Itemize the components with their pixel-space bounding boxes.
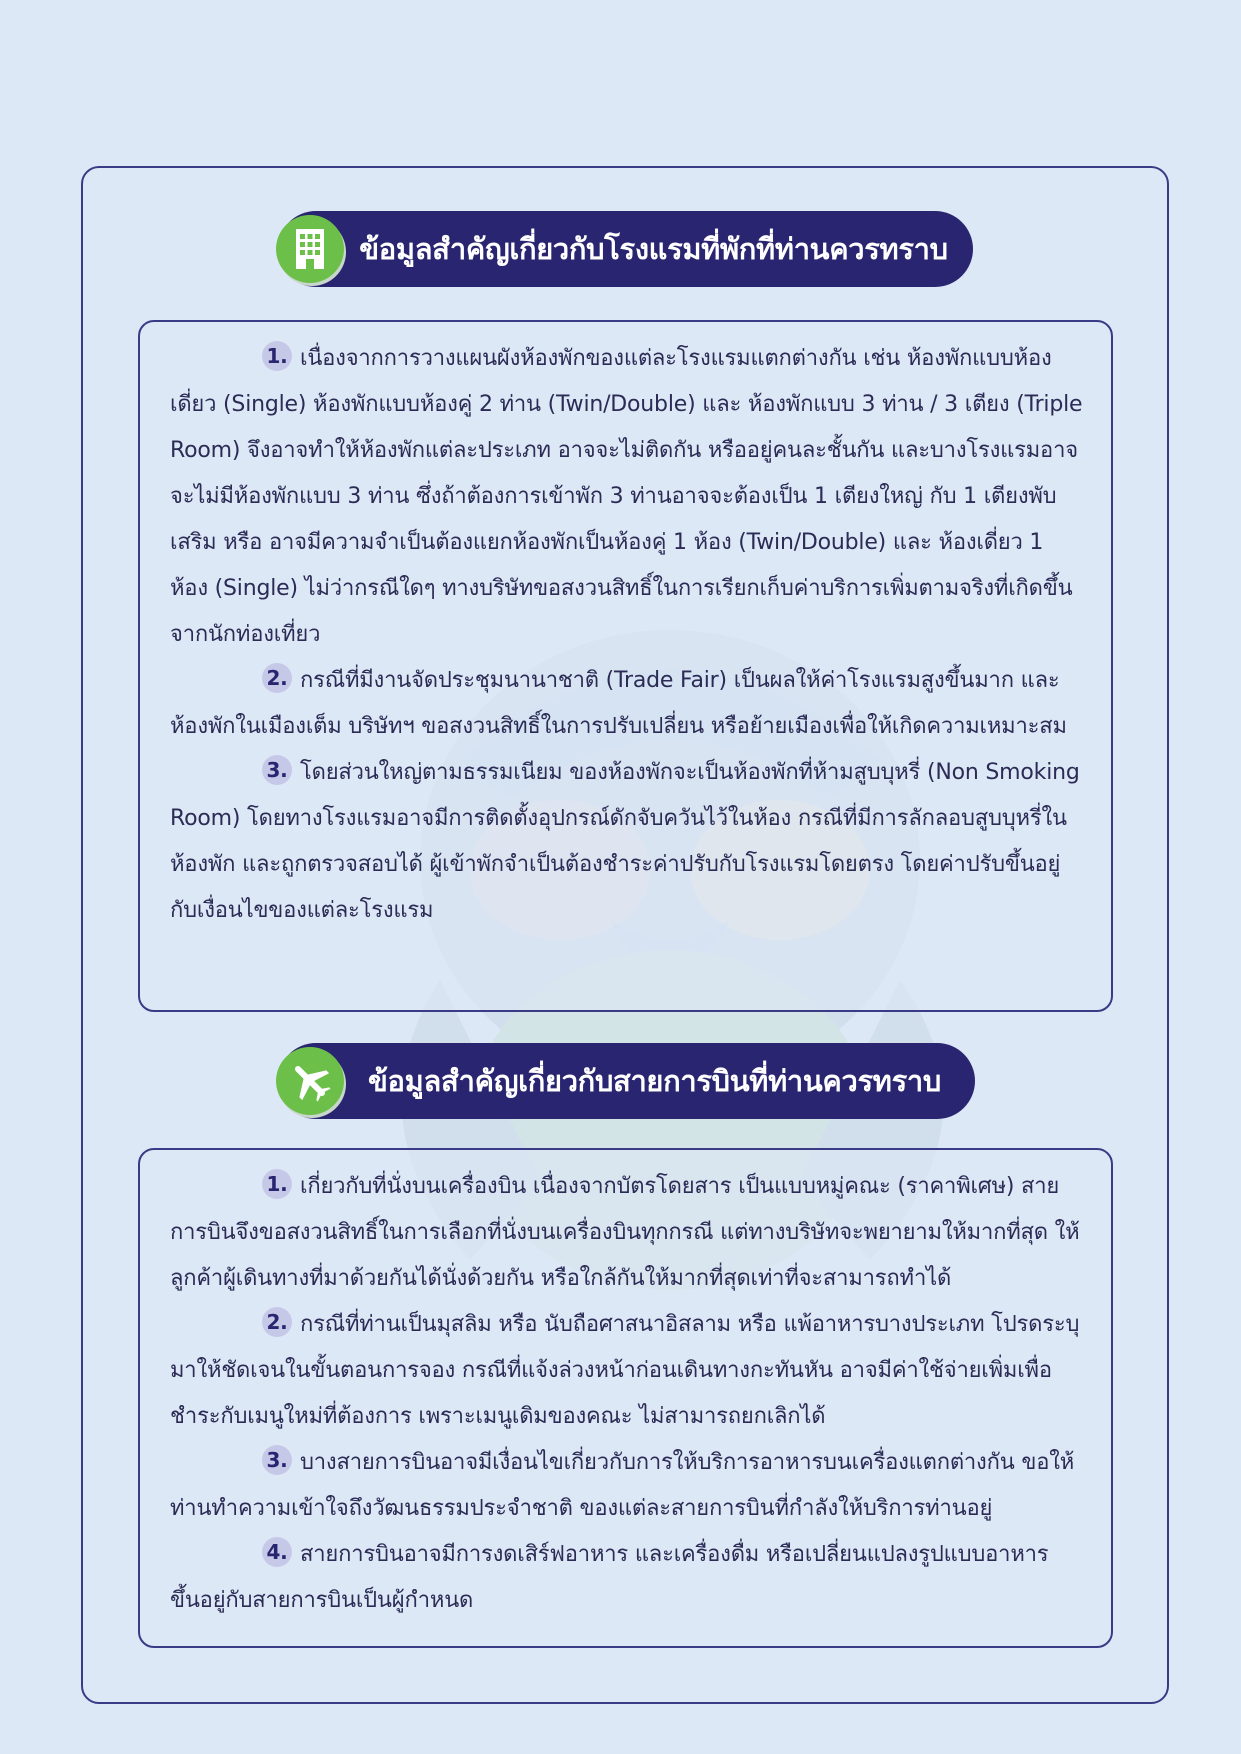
airline-item-3 bbox=[170, 1440, 1083, 1532]
item-number: 2. bbox=[262, 663, 292, 693]
airline-info-box bbox=[138, 1148, 1113, 1648]
airline-section-header bbox=[278, 1043, 975, 1119]
item-text: กรณีที่มีงานจัดประชุมนานาชาติ (Trade Fair) เป็นผลให้ค่าโรงแรมสูงขึ้นมาก และห้องพักในเมืองเต็ม บริษัทฯ ขอสงวนสิทธิ์ในการปรับเปลี่ยน หรือย้ายเมืองเพื่อให้เกิดความเหมาะสม bbox=[170, 668, 1067, 739]
hotel-section-title: ข้อมูลสำคัญเกี่ยวกับโรงแรมที่พักที่ท่านควรทราบ bbox=[359, 232, 948, 266]
item-number: 1. bbox=[262, 341, 292, 371]
hotel-section-header bbox=[278, 211, 973, 287]
item-number: 4. bbox=[262, 1537, 292, 1567]
airline-item-4 bbox=[170, 1532, 1083, 1624]
airline-item-1 bbox=[170, 1164, 1083, 1302]
hotel-item-2 bbox=[170, 658, 1083, 750]
item-text: เนื่องจากการวางแผนผังห้องพักของแต่ละโรงแรมแตกต่างกัน เช่น ห้องพักแบบห้องเดี่ยว (Single) ห้องพักแบบห้องคู่ 2 ท่าน (Twin/Double) และ ห้องพักแบบ 3 ท่าน / 3 เตียง (Triple Room) จึงอาจทำให้ห้องพักแต่ละประเภท อาจจะไม่ติดกัน หรืออยู่คนละชั้นกัน และบางโรงแรมอาจจะไม่มีห้องพักแบบ 3 ท่าน ซึ่งถ้าต้องการเข้าพัก 3 ท่านอาจจะต้องเป็น 1 เตียงใหญ่ กับ 1 เตียงพับเสริม หรือ อาจมีความจำเป็นต้องแยกห้องพักเป็นห้องคู่ 1 ห้อง (Twin/Double) และ ห้องเดี่ยว 1 ห้อง (Single) ไม่ว่ากรณีใดๆ ทางบริษัทขอสงวนสิทธิ์ในการเรียกเก็บค่าบริการเพิ่มตามจริงที่เกิดขึ้นจากนักท่องเที่ยว bbox=[170, 346, 1083, 647]
hotel-item-1 bbox=[170, 336, 1083, 658]
item-text: เกี่ยวกับที่นั่งบนเครื่องบิน เนื่องจากบัตรโดยสาร เป็นแบบหมู่คณะ (ราคาพิเศษ) สายการบินจึงขอสงวนสิทธิ์ในการเลือกที่นั่งบนเครื่องบินทุกกรณี แต่ทางบริษัทจะพยายามให้มากที่สุด ให้ลูกค้าผู้เดินทางที่มาด้วยกันได้นั่งด้วยกัน หรือใกล้กันให้มากที่สุดเท่าที่จะสามารถทำได้ bbox=[170, 1174, 1080, 1291]
item-text: โดยส่วนใหญ่ตามธรรมเนียม ของห้องพักจะเป็นห้องพักที่ห้ามสูบบุหรี่ (Non Smoking Room) โดยทางโรงแรมอาจมีการติดตั้งอุปกรณ์ดักจับควันไว้ในห้อง กรณีที่มีการลักลอบสูบบุหรี่ในห้องพัก และถูกตรวจสอบได้ ผู้เข้าพักจำเป็นต้องชำระค่าปรับกับโรงแรมโดยตรง โดยค่าปรับขึ้นอยู่กับเงื่อนไขของแต่ละโรงแรม bbox=[170, 760, 1080, 923]
hotel-item-3 bbox=[170, 750, 1083, 934]
building-icon bbox=[276, 215, 344, 283]
airplane-icon bbox=[276, 1047, 344, 1115]
item-number: 3. bbox=[262, 755, 292, 785]
item-text: สายการบินอาจมีการงดเสิร์ฟอาหาร และเครื่องดื่ม หรือเปลี่ยนแปลงรูปแบบอาหาร ขึ้นอยู่กับสายการบินเป็นผู้กำหนด bbox=[170, 1542, 1049, 1613]
item-number: 2. bbox=[262, 1307, 292, 1337]
airline-section-title: ข้อมูลสำคัญเกี่ยวกับสายการบินที่ท่านควรทราบ bbox=[368, 1064, 941, 1098]
item-number: 1. bbox=[262, 1169, 292, 1199]
item-text: กรณีที่ท่านเป็นมุสลิม หรือ นับถือศาสนาอิสลาม หรือ แพ้อาหารบางประเภท โปรดระบุมาให้ชัดเจนในขั้นตอนการจอง กรณีที่แจ้งล่วงหน้าก่อนเดินทางกะทันหัน อาจมีค่าใช้จ่ายเพิ่มเพื่อชำระกับเมนูใหม่ที่ต้องการ เพราะเมนูเดิมของคณะ ไม่สามารถยกเลิกได้ bbox=[170, 1312, 1080, 1429]
airline-item-2 bbox=[170, 1302, 1083, 1440]
hotel-info-box bbox=[138, 320, 1113, 1012]
item-text: บางสายการบินอาจมีเงื่อนไขเกี่ยวกับการให้บริการอาหารบนเครื่องแตกต่างกัน ขอให้ท่านทำความเข้าใจถึงวัฒนธรรมประจำชาติ ของแต่ละสายการบินที่กำลังให้บริการท่านอยู่ bbox=[170, 1450, 1075, 1521]
item-number: 3. bbox=[262, 1445, 292, 1475]
